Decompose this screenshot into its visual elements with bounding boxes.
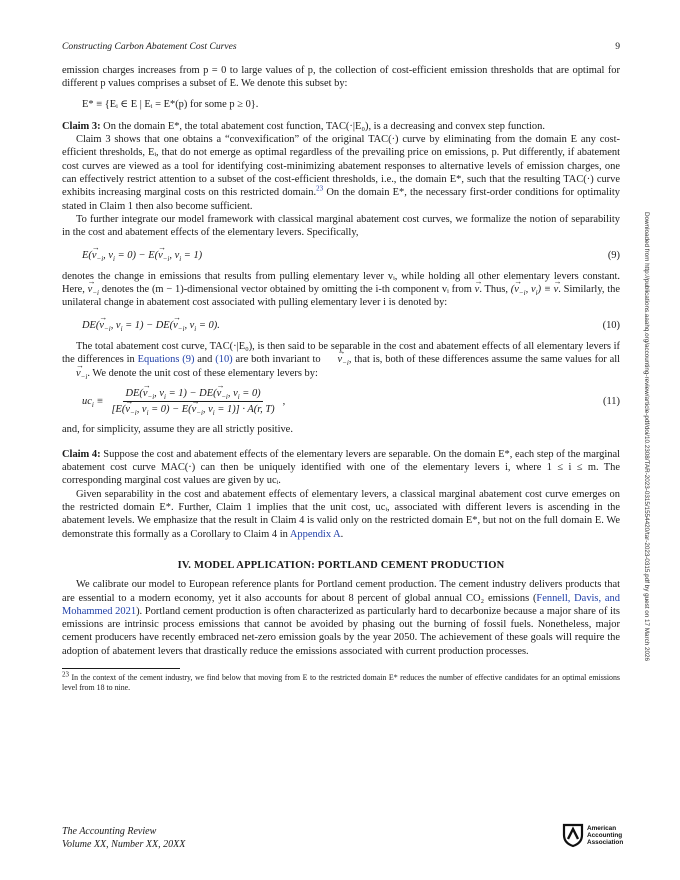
footnote-divider bbox=[62, 668, 180, 669]
paragraph-cement bbox=[62, 578, 620, 658]
journal-name: The Accounting Review bbox=[62, 826, 157, 837]
text-segment: . We denote the unit cost of these elementary levers by: bbox=[87, 367, 318, 379]
download-note-text: Downloaded from http://publications.aaahq.org/accounting-review/article-pdf/doi/10.2308/TAR-2023-0315/1554420/tar-2023-0315.pdf by guest on 17 March 2026 bbox=[643, 212, 650, 662]
text-segment: We calibrate our model to European reference plants for Portland cement production. The cement industry delivers products that are essential to a modern economy, yet it also accounts for about 8 percent of global annual CO₂ emissions ( bbox=[62, 579, 620, 604]
running-title: Constructing Carbon Abatement Cost Curves bbox=[62, 41, 237, 52]
equation-9 bbox=[62, 249, 620, 262]
aaa-logo bbox=[562, 823, 623, 847]
claim-4-text: Suppose the cost and abatement effects of the elementary levers are separable. On the domain E*, each step of the marginal abatement cost curve MAC(·) can then be uniquely identified with one of the elementary levers i, where 1 ≤ i ≤ m. The corresponding marginal cost values are given by ucᵢ. bbox=[62, 448, 620, 487]
download-watermark bbox=[643, 212, 658, 702]
claim-3-text: On the domain E*, the total abatement cost function, TAC(·|E₀), is a decreasing and convex step function. bbox=[103, 120, 545, 132]
equation-9-expression: $E(\to v_{-i}$, $v_i = 0) - E(\to v_{-i}$, $v_i = 1$) bbox=[62, 249, 202, 262]
paragraph-separable-definition: The total abatement cost curve, TAC(·|E₀), is then said to be separable in the cost and abatement effects of all elementary levers if the differences in Equations (9) and (10) are both invariant to → $v_{-i}$, that is, both of these differences assume the same values for all → $v_{-i}$. We denote the unit cost of these elementary levers by: bbox=[62, 340, 620, 380]
logo-line: Accounting bbox=[587, 831, 623, 839]
claim-3 bbox=[62, 120, 620, 133]
text-segment: denotes the change in emissions that results from pulling elementary lever vᵢ, while holding all other elementary levers constant. Here, bbox=[62, 270, 620, 296]
logo-line: American bbox=[587, 824, 617, 832]
running-head bbox=[62, 41, 620, 52]
text-segment: denotes the (m − 1)-dimensional vector obtained by omitting the i-th component vᵢ from bbox=[101, 284, 472, 296]
footnote-23 bbox=[62, 670, 620, 693]
equation-10-expression: $DE(\to v_{-i}$, $v_i = 1) - DE(\to v_{-i}$, $v_i = 0$). bbox=[62, 319, 220, 332]
claim-4 bbox=[62, 448, 620, 488]
equation-11-number: (11) bbox=[602, 396, 620, 408]
equation-10-number: (10) bbox=[602, 319, 620, 331]
citation-link[interactable]: Fennell, Davis, and Mohammed 2021 bbox=[62, 592, 620, 617]
footnote-23-link[interactable]: 23 bbox=[316, 184, 324, 193]
text-segment: . bbox=[340, 528, 344, 540]
section-heading: IV. MODEL APPLICATION: PORTLAND CEMENT PRODUCTION bbox=[177, 559, 505, 571]
paragraph-positivity: and, for simplicity, assume they are all strictly positive. bbox=[62, 423, 293, 435]
logo-line: Association bbox=[587, 838, 624, 846]
text-segment: . Thus, bbox=[479, 284, 508, 296]
footnote-marker: 23 bbox=[62, 670, 69, 679]
claim-4-label: Claim 4: bbox=[62, 448, 101, 460]
paragraph-continued: emission charges increases from p = 0 to large values of p, the collection of cost-efficient emission thresholds that are optimal for different p values comprises a subset of E. We denote this subset by: bbox=[62, 65, 620, 90]
aaa-shield-icon bbox=[562, 823, 584, 847]
equation-11-expression: $uc_i$ ≡ $\frac{DE(\to v_{-i}, v_i = 1) - DE(\to v_{-i}, v_i = 0)}{[E(\to v_{-i}, v_i = 0) - E(\to v_{-i}, v_i = 1)] \cdot A(r, T)}$ , bbox=[62, 387, 285, 417]
paragraph-emissions-change: denotes the change in emissions that results from pulling elementary lever vᵢ, while holding all other elementary levers constant. Here, → $v_{-i}$ denotes the (m − 1)-dimensional vector obtained by omitting the i-th component vᵢ from → v. Thus, (→ $v_{-i}$, $v_i$) ≡ → v. Similarly, the unilateral change in abatement cost associated with pulling elementary lever i is denoted by: bbox=[62, 270, 620, 310]
text-segment: , that is, both of these differences assume the same values for all bbox=[348, 354, 621, 366]
equation-11 bbox=[62, 387, 620, 417]
paragraph-separability: To further integrate our model framework with classical marginal abatement cost curves, we formalize the notion of separability in the cost and abatement effects of the elementary levers. Specifically, bbox=[62, 213, 620, 239]
text-segment: The total abatement cost curve, TAC(·|E₀), is then said to be separable in the cost and abatement effects of all elementary levers if the differences in bbox=[62, 341, 620, 366]
equation-10 bbox=[62, 319, 620, 332]
page-number: 9 bbox=[615, 41, 620, 52]
paragraph-mac-curve bbox=[62, 488, 620, 541]
text-segment: Given separability in the cost and abatement effects of elementary levers, a classical marginal abatement cost curve emerges on the restricted domain E*. Further, Claim 1 implies that the unit cost, ucᵢ, associated with different levers is ascending in the abatement levels. We emphasize that the result in Claim 4 is valid only on the restricted domain E*, but not on the full domain E. We demonstrate this formally as a Corollary to Claim 4 in bbox=[62, 488, 620, 540]
text-segment: and bbox=[197, 354, 213, 366]
claim-3-label: Claim 3: bbox=[62, 120, 101, 132]
equation-9-link[interactable]: Equations (9) bbox=[137, 354, 195, 366]
text-segment: ). Portland cement production is often characterized as particularly hard to decarbonize because a major share of its emissions are intrinsic process emissions that cannot be avoided by phasing out the burning of fossil fuels. Nonetheless, major cement producers have recently embraced net-zero emission goals by the year 2050. The achievement of these goals will require the adoption of abatement levers that drastically reduce the emissions associated with current production processes. bbox=[62, 605, 620, 657]
aaa-logo-text bbox=[587, 825, 623, 846]
equation-feasible-set: E* ≡ {Eᵢ ∈ E | Eᵢ = E*(p) for some p ≥ 0}. bbox=[82, 98, 259, 110]
paragraph-claim3-text-end: On the domain E*, the necessary first-order conditions for optimality stated in Claim 1 then also become sufficient. bbox=[62, 187, 620, 212]
paragraph-claim3-discussion bbox=[62, 133, 620, 213]
appendix-a-link[interactable]: Appendix A bbox=[289, 528, 341, 540]
paragraph-claim3-text: Claim 3 shows that one obtains a “convexification” of the original TAC(·) curve by eliminating from the domain E any cost-efficient thresholds, Eᵢ, that do not emerge as optimal regardless of the prevailing price on emissions, p. Put differently, if abatement cost curves are viewed as a tool for identifying cost-minimizing abatement responses to alternative levels of emission charges, one can effectively restrict attention to a subset of the cost-efficient thresholds, i.e., the domain E*, such that the resulting TAC(·) curve exhibits increasing marginal costs on this restricted domain. bbox=[62, 134, 620, 199]
text-segment: . Similarly, the unilateral change in abatement cost associated with pulling elementary lever i is denoted by: bbox=[62, 284, 620, 309]
text-segment: are both invariant to bbox=[235, 354, 321, 366]
equation-10-link[interactable]: (10) bbox=[215, 354, 233, 366]
journal-footer bbox=[62, 826, 185, 851]
equation-9-number: (9) bbox=[607, 249, 620, 261]
footnote-text: In the context of the cement industry, we find below that moving from E to the restricted domain E* reduces the number of effective candidates for an optimal emissions level from 18 to nine. bbox=[62, 672, 620, 692]
journal-volume: Volume XX, Number XX, 20XX bbox=[62, 838, 186, 850]
page-body bbox=[62, 64, 620, 693]
